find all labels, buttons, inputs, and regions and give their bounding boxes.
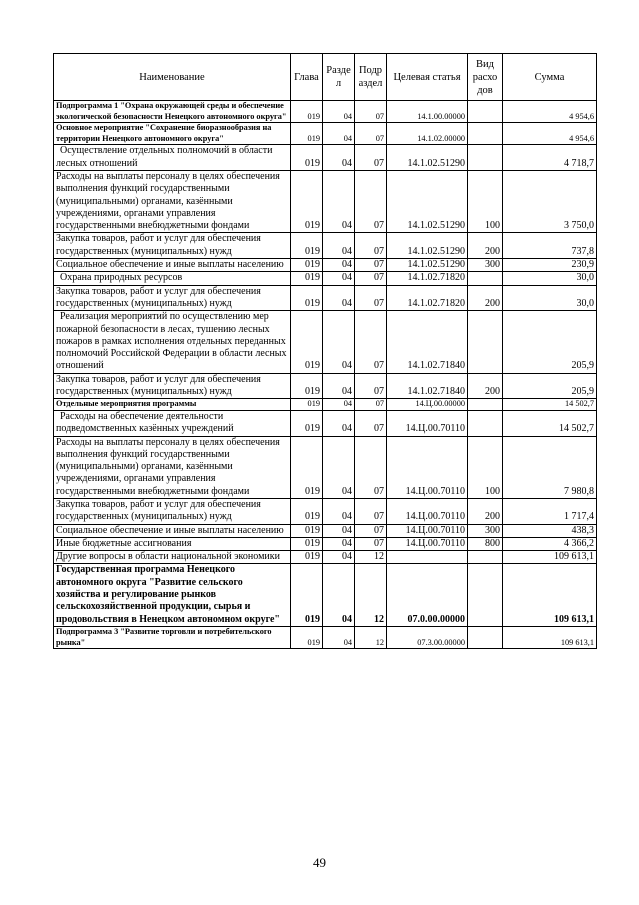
cell-expense-type [468, 123, 503, 145]
cell-target: 14.Ц.00.70110 [387, 410, 468, 436]
table-row [54, 285, 597, 311]
cell-target: 14.Ц.00.00000 [387, 399, 468, 411]
cell-expense-type [468, 399, 503, 411]
cell-subsection: 07 [355, 436, 387, 498]
cell-section: 04 [323, 626, 355, 648]
cell-section: 04 [323, 524, 355, 537]
cell-target: 14.1.02.51290 [387, 233, 468, 259]
cell-subsection: 07 [355, 233, 387, 259]
cell-section: 04 [323, 399, 355, 411]
table-row [54, 259, 597, 272]
cell-name: Подпрограмма 3 "Развитие торговли и потребительского рынка" [54, 626, 291, 648]
cell-chapter: 019 [291, 524, 323, 537]
table-header [54, 54, 597, 101]
cell-section: 04 [323, 311, 355, 373]
cell-section: 04 [323, 285, 355, 311]
table-row [54, 524, 597, 537]
cell-chapter: 019 [291, 436, 323, 498]
cell-amount: 30,0 [503, 272, 597, 285]
table-row [54, 233, 597, 259]
table-row [54, 551, 597, 564]
table-row [54, 498, 597, 524]
cell-chapter: 019 [291, 101, 323, 123]
cell-amount: 7 980,8 [503, 436, 597, 498]
cell-expense-type [468, 311, 503, 373]
cell-target: 14.Ц.00.70110 [387, 537, 468, 550]
cell-target: 14.1.02.71840 [387, 311, 468, 373]
cell-name: Иные бюджетные ассигнования [54, 537, 291, 550]
cell-name: Закупка товаров, работ и услуг для обеспечения государственных (муниципальных) нужд [54, 285, 291, 311]
cell-expense-type: 300 [468, 524, 503, 537]
cell-section: 04 [323, 101, 355, 123]
cell-target: 07.0.00.00000 [387, 564, 468, 626]
cell-chapter: 019 [291, 537, 323, 550]
cell-target: 14.Ц.00.70110 [387, 498, 468, 524]
cell-section: 04 [323, 373, 355, 399]
cell-section: 04 [323, 123, 355, 145]
cell-chapter: 019 [291, 399, 323, 411]
cell-expense-type [468, 551, 503, 564]
cell-amount: 1 717,4 [503, 498, 597, 524]
cell-amount: 4 954,6 [503, 123, 597, 145]
cell-section: 04 [323, 564, 355, 626]
cell-subsection: 07 [355, 272, 387, 285]
cell-amount: 230,9 [503, 259, 597, 272]
cell-section: 04 [323, 410, 355, 436]
cell-amount: 4 366,2 [503, 537, 597, 550]
header-chapter: Глава [291, 54, 323, 101]
cell-section: 04 [323, 272, 355, 285]
cell-target: 14.1.00.00000 [387, 101, 468, 123]
header-section: Разде л [323, 54, 355, 101]
cell-expense-type: 200 [468, 285, 503, 311]
cell-amount: 4 718,7 [503, 145, 597, 171]
cell-target: 14.1.02.51290 [387, 170, 468, 232]
header-name: Наименование [54, 54, 291, 101]
cell-name: Основное мероприятие "Сохранение биоразнообразия на территории Ненецкого автономного округа" [54, 123, 291, 145]
cell-subsection: 07 [355, 101, 387, 123]
cell-expense-type [468, 272, 503, 285]
cell-name: Отдельные мероприятия программы [54, 399, 291, 411]
header-target: Целевая статья [387, 54, 468, 101]
cell-subsection: 07 [355, 285, 387, 311]
cell-target: 14.Ц.00.70110 [387, 436, 468, 498]
cell-name: Закупка товаров, работ и услуг для обеспечения государственных (муниципальных) нужд [54, 233, 291, 259]
cell-amount: 205,9 [503, 373, 597, 399]
cell-section: 04 [323, 233, 355, 259]
table-row [54, 626, 597, 648]
cell-amount: 109 613,1 [503, 626, 597, 648]
cell-target: 14.1.02.71820 [387, 272, 468, 285]
cell-subsection: 07 [355, 537, 387, 550]
cell-subsection: 07 [355, 311, 387, 373]
table-row [54, 145, 597, 171]
cell-target: 07.3.00.00000 [387, 626, 468, 648]
cell-expense-type [468, 564, 503, 626]
cell-subsection: 07 [355, 399, 387, 411]
cell-name: Подпрограмма 1 "Охрана окружающей среды и обеспечение экологической безопасности Ненецкого автономного округа" [54, 101, 291, 123]
cell-chapter: 019 [291, 551, 323, 564]
cell-section: 04 [323, 436, 355, 498]
cell-amount: 4 954,6 [503, 101, 597, 123]
header-row [54, 54, 597, 101]
cell-chapter: 019 [291, 123, 323, 145]
cell-subsection: 12 [355, 626, 387, 648]
header-subsection: Подр аздел [355, 54, 387, 101]
table-body [54, 101, 597, 649]
cell-chapter: 019 [291, 170, 323, 232]
cell-target [387, 551, 468, 564]
table-row [54, 170, 597, 232]
cell-expense-type: 800 [468, 537, 503, 550]
table-row [54, 101, 597, 123]
cell-name: Расходы на выплаты персоналу в целях обеспечения выполнения функций государственными (муниципальными) органами, казёнными учреждениями, органами управления государственными внебюджетными фондами [54, 170, 291, 232]
cell-target: 14.1.02.71820 [387, 285, 468, 311]
cell-target: 14.Ц.00.70110 [387, 524, 468, 537]
page-number: 49 [313, 855, 326, 870]
cell-subsection: 12 [355, 551, 387, 564]
table-row [54, 373, 597, 399]
cell-name: Закупка товаров, работ и услуг для обеспечения государственных (муниципальных) нужд [54, 498, 291, 524]
cell-name: Осуществление отдельных полномочий в области лесных отношений [54, 145, 291, 171]
budget-table [53, 53, 597, 649]
cell-subsection: 12 [355, 564, 387, 626]
cell-expense-type [468, 145, 503, 171]
cell-subsection: 07 [355, 123, 387, 145]
cell-target: 14.1.02.00000 [387, 123, 468, 145]
cell-name: Реализация мероприятий по осуществлению мер пожарной безопасности в лесах, тушению лесных пожаров в рамках исполнения отдельных переданных полномочий Российской Федерации в области лесных отношений [54, 311, 291, 373]
cell-subsection: 07 [355, 498, 387, 524]
cell-amount: 3 750,0 [503, 170, 597, 232]
cell-subsection: 07 [355, 373, 387, 399]
table-row [54, 399, 597, 411]
table-row [54, 123, 597, 145]
cell-subsection: 07 [355, 145, 387, 171]
cell-expense-type: 200 [468, 233, 503, 259]
cell-chapter: 019 [291, 272, 323, 285]
cell-name: Другие вопросы в области национальной экономики [54, 551, 291, 564]
cell-section: 04 [323, 259, 355, 272]
cell-subsection: 07 [355, 524, 387, 537]
cell-chapter: 019 [291, 410, 323, 436]
cell-amount: 109 613,1 [503, 564, 597, 626]
cell-chapter: 019 [291, 285, 323, 311]
cell-section: 04 [323, 170, 355, 232]
cell-amount: 438,3 [503, 524, 597, 537]
table-row [54, 564, 597, 626]
cell-chapter: 019 [291, 564, 323, 626]
cell-chapter: 019 [291, 626, 323, 648]
cell-name: Социальное обеспечение и иные выплаты населению [54, 524, 291, 537]
cell-amount: 737,8 [503, 233, 597, 259]
cell-section: 04 [323, 551, 355, 564]
table-row [54, 410, 597, 436]
table-row [54, 537, 597, 550]
cell-amount: 14 502,7 [503, 410, 597, 436]
cell-expense-type [468, 101, 503, 123]
table-row [54, 311, 597, 373]
cell-subsection: 07 [355, 170, 387, 232]
cell-chapter: 019 [291, 373, 323, 399]
cell-subsection: 07 [355, 259, 387, 272]
cell-name: Закупка товаров, работ и услуг для обеспечения государственных (муниципальных) нужд [54, 373, 291, 399]
cell-expense-type: 100 [468, 170, 503, 232]
cell-amount: 109 613,1 [503, 551, 597, 564]
cell-amount: 205,9 [503, 311, 597, 373]
cell-expense-type [468, 410, 503, 436]
cell-subsection: 07 [355, 410, 387, 436]
cell-expense-type: 200 [468, 373, 503, 399]
cell-name: Государственная программа Ненецкого автономного округа "Развитие сельского хозяйства и регулирование рынков сельскохозяйственной продукции, сырья и продовольствия в Ненецком автономном округе" [54, 564, 291, 626]
header-amount: Сумма [503, 54, 597, 101]
cell-name: Расходы на выплаты персоналу в целях обеспечения выполнения функций государственными (муниципальными) органами, казёнными учреждениями, органами управления государственными внебюджетными фондами [54, 436, 291, 498]
cell-section: 04 [323, 498, 355, 524]
cell-chapter: 019 [291, 259, 323, 272]
cell-name: Охрана природных ресурсов [54, 272, 291, 285]
cell-chapter: 019 [291, 311, 323, 373]
cell-expense-type: 300 [468, 259, 503, 272]
cell-amount: 14 502,7 [503, 399, 597, 411]
cell-name: Расходы на обеспечение деятельности подведомственных казённых учреждений [54, 410, 291, 436]
cell-section: 04 [323, 145, 355, 171]
cell-expense-type: 200 [468, 498, 503, 524]
cell-expense-type [468, 626, 503, 648]
cell-amount: 30,0 [503, 285, 597, 311]
cell-target: 14.1.02.51290 [387, 145, 468, 171]
cell-chapter: 019 [291, 145, 323, 171]
header-expense-type: Вид расхо дов [468, 54, 503, 101]
cell-section: 04 [323, 537, 355, 550]
cell-name: Социальное обеспечение и иные выплаты населению [54, 259, 291, 272]
cell-chapter: 019 [291, 233, 323, 259]
table-row [54, 436, 597, 498]
cell-expense-type: 100 [468, 436, 503, 498]
table-row [54, 272, 597, 285]
cell-chapter: 019 [291, 498, 323, 524]
cell-target: 14.1.02.51290 [387, 259, 468, 272]
cell-target: 14.1.02.71840 [387, 373, 468, 399]
